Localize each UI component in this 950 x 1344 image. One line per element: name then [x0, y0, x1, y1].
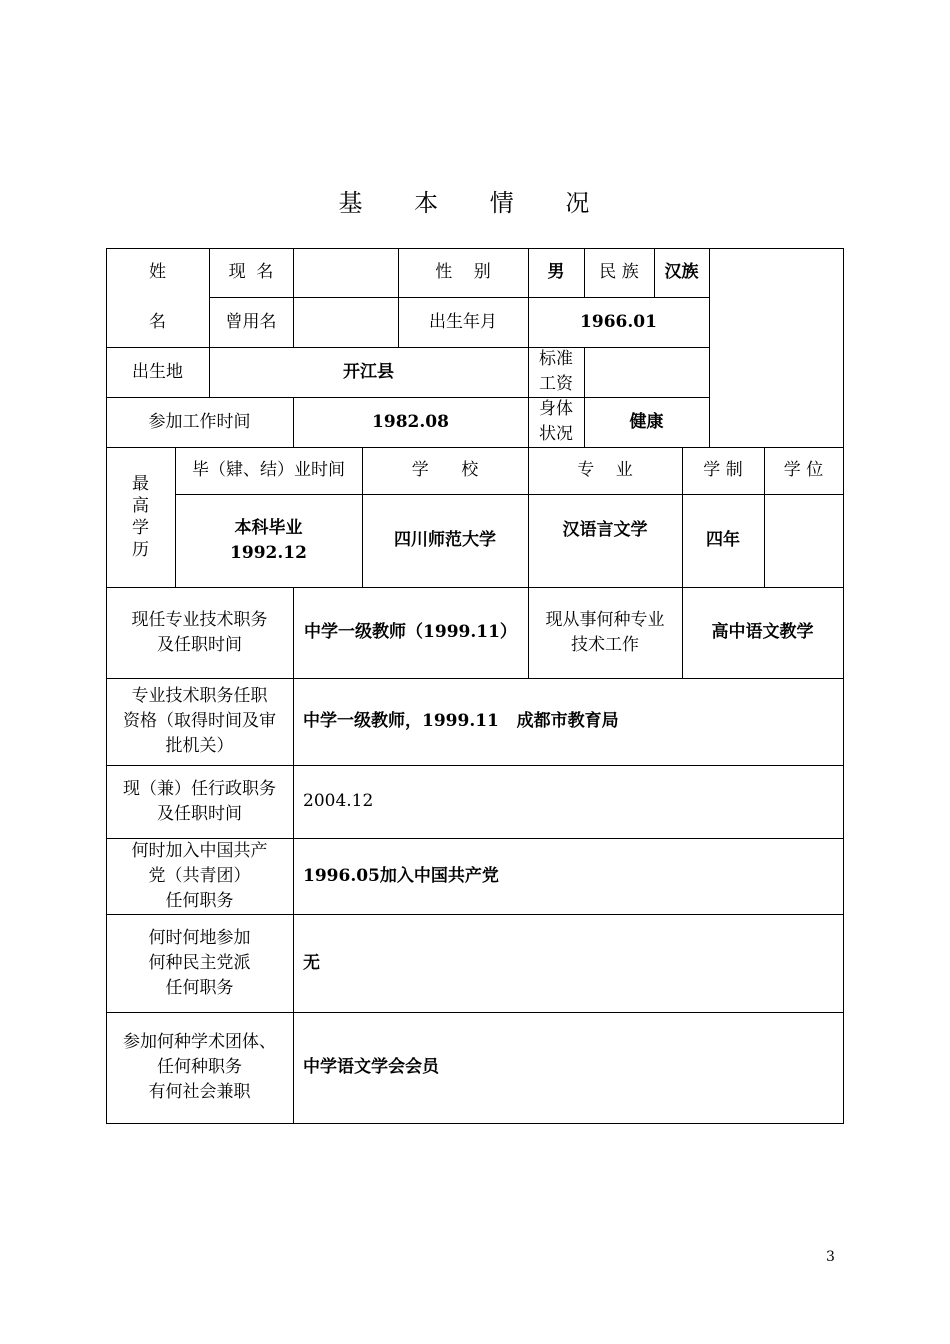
name-label-top: 姓 [149, 262, 166, 282]
edu-time-header: 毕（肄、结）业时间 [192, 460, 345, 480]
edu-school-value[interactable]: 四川师范大学 [394, 530, 496, 550]
qualification-label: 专业技术职务任职 资格（取得时间及审 批机关） [123, 686, 276, 756]
health-label: 身体 状况 [539, 399, 573, 444]
academic-group-value[interactable]: 中学语文学会会员 [303, 1057, 439, 1077]
work-start-value[interactable]: 1982.08 [372, 411, 449, 432]
salary-label: 标准 工资 [539, 349, 573, 394]
birthplace-label: 出生地 [132, 361, 183, 382]
democratic-party-label: 何时何地参加 何种民主党派 任何职务 [148, 927, 251, 998]
party-value[interactable]: 1996.05加入中国共产党 [303, 865, 499, 886]
edu-major-header: 专 业 [577, 460, 633, 480]
page-title: 基 本 情 况 [338, 189, 612, 217]
name-label-bottom: 名 [149, 311, 166, 332]
democratic-party-value[interactable]: 无 [303, 952, 320, 973]
ethnicity-value[interactable]: 汉族 [664, 262, 699, 282]
tech-title-label: 现任专业技术职务 及任职时间 [131, 609, 268, 655]
current-name-field[interactable] [293, 248, 398, 297]
work-start-label: 参加工作时间 [148, 411, 251, 432]
ethnicity-label: 民 族 [599, 262, 639, 282]
page-number: 3 [826, 1249, 835, 1265]
admin-post-value[interactable]: 2004.12 [303, 791, 374, 811]
former-name-label: 曾用名 [225, 311, 277, 332]
birth-label: 出生年月 [429, 311, 497, 332]
party-label: 何时加入中国共产 党（共青团） 任何职务 [131, 840, 268, 911]
qualification-value[interactable]: 中学一级教师，1999.11 成都市教育局 [303, 711, 619, 731]
admin-post-label: 现（兼）任行政职务 及任职时间 [123, 778, 276, 824]
birthplace-value[interactable]: 开江县 [343, 361, 394, 382]
tech-title-value[interactable]: 中学一级教师（1999.11） [304, 622, 517, 642]
education-label: 最 高 学 历 [132, 474, 149, 560]
salary-field[interactable] [584, 347, 709, 397]
gender-value[interactable]: 男 [547, 262, 565, 282]
edu-length-value[interactable]: 四年 [706, 530, 740, 550]
edu-degree-header: 学 位 [783, 460, 824, 480]
work-type-label: 现从事何种专业 技术工作 [545, 609, 665, 655]
birth-value[interactable]: 1966.01 [580, 311, 657, 332]
work-type-value[interactable]: 高中语文教学 [711, 622, 814, 642]
current-name-label: 现 名 [228, 262, 274, 282]
academic-group-label: 参加何种学术团体、 任何种职务 有何社会兼职 [123, 1032, 276, 1102]
health-value[interactable]: 健康 [629, 411, 664, 432]
edu-degree-value[interactable] [764, 494, 843, 587]
edu-school-header: 学 校 [411, 460, 479, 480]
edu-length-header: 学 制 [703, 460, 743, 480]
gender-label: 性 别 [435, 262, 491, 282]
edu-major-value[interactable]: 汉语言文学 [562, 519, 648, 540]
edu-time-value[interactable]: 本科毕业 1992.12 [230, 517, 307, 563]
former-name-field[interactable] [293, 297, 398, 347]
